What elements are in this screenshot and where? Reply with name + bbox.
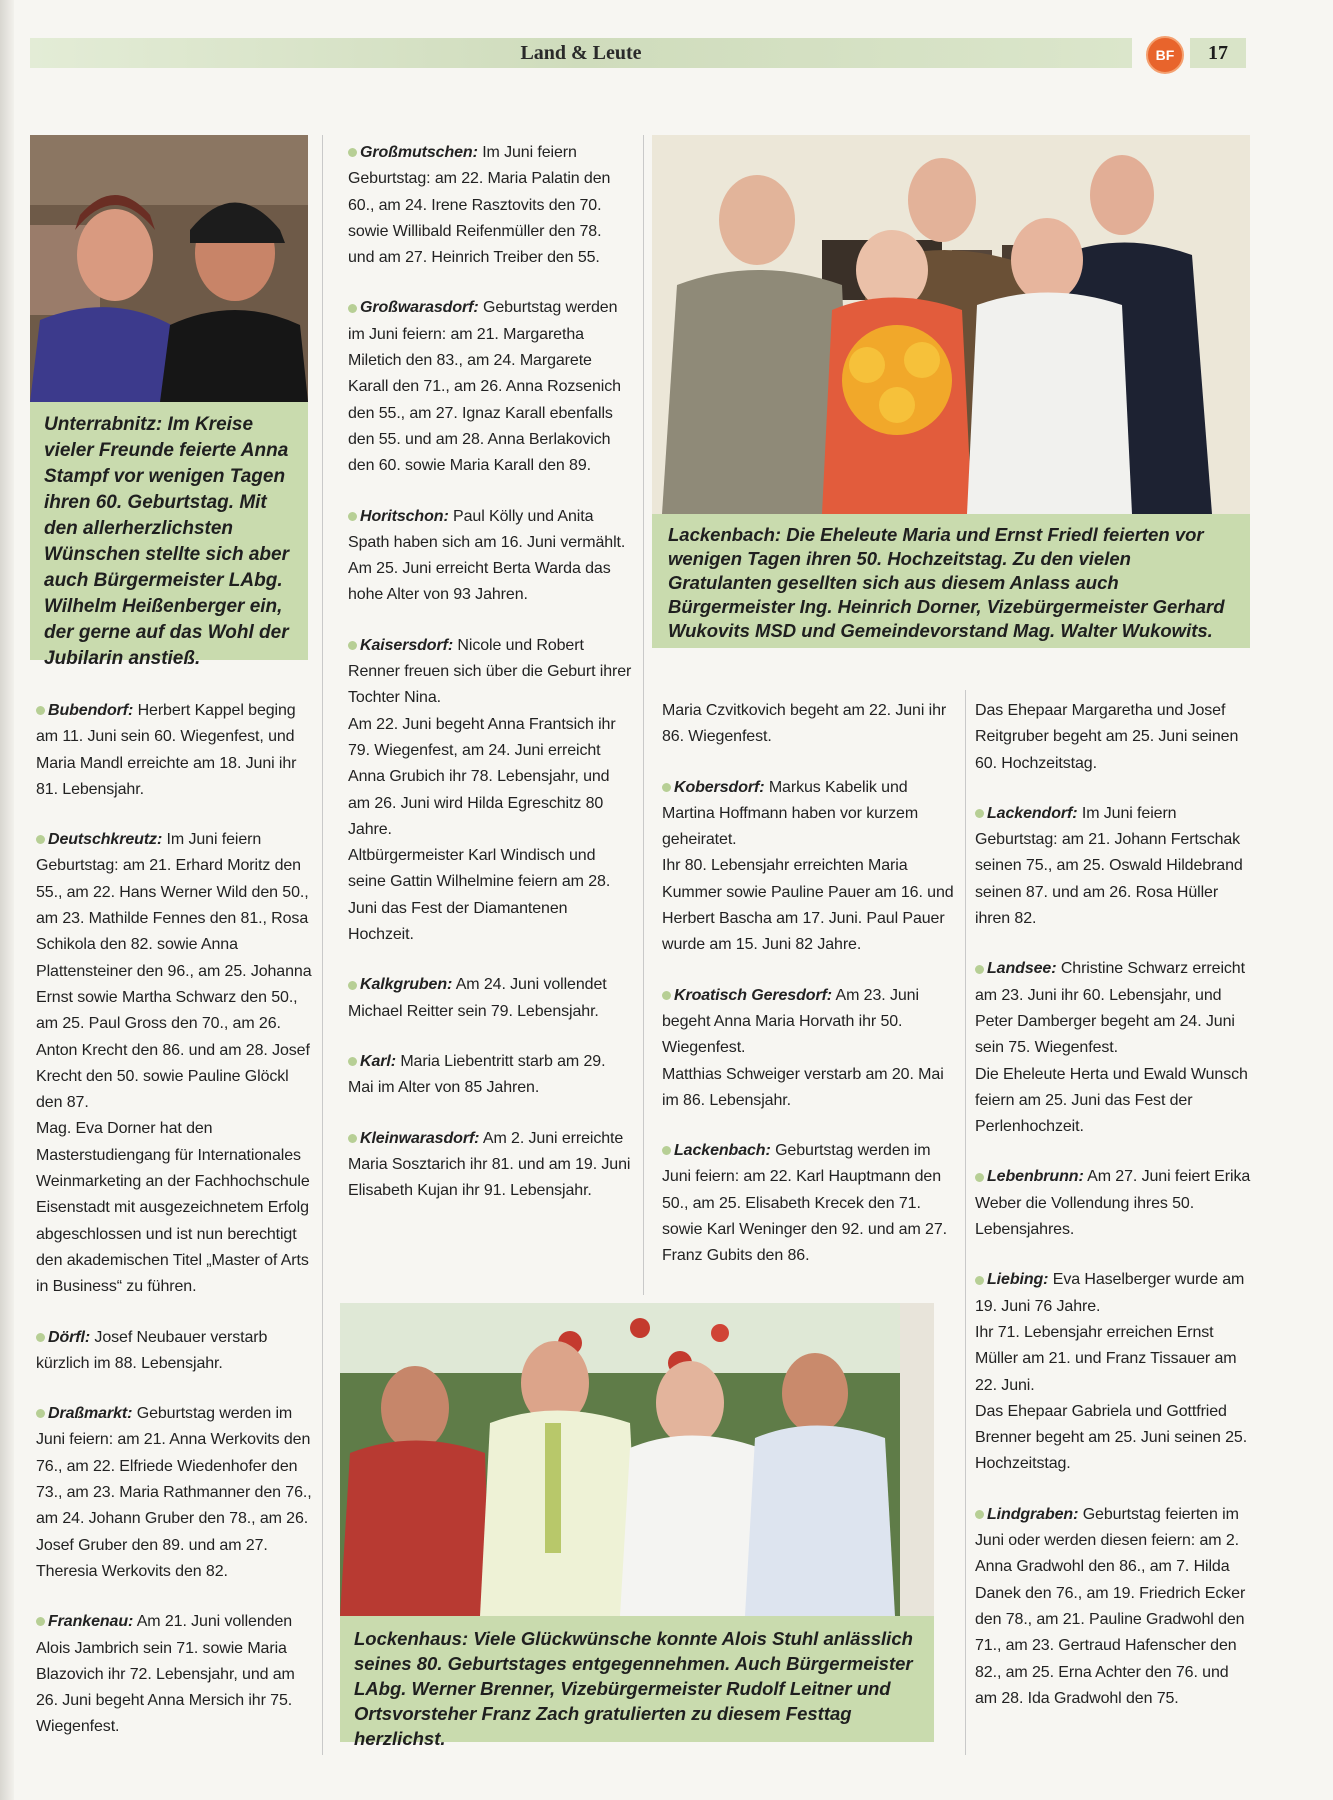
page-number-box [1190, 38, 1246, 68]
bullet-icon [975, 809, 984, 818]
news-entry [662, 983, 957, 1114]
place-name: Deutschkreutz: [48, 831, 163, 849]
place-name: Karl: [360, 1052, 396, 1070]
bullet-icon [975, 1276, 984, 1285]
news-entry [348, 1049, 632, 1102]
place-name: Lindgraben: [987, 1505, 1079, 1523]
entry-text: Maria Liebentritt starb am 29. Mai im Alter von 85 Jahren. [348, 1052, 606, 1097]
entry-text: Paul Kölly und Anita Spath haben sich am 16. Juni vermählt. [348, 507, 626, 551]
entry-text: Geburtstag werden im Juni feiern: am 21. Margaretha Miletich den 83., am 24. Margarete Karall den 71., am 26. Anna Rozsenich den 55., am 27. Ignaz Karall ebenfalls den 55. und am 28. Anna Berlakovich den 60. sowie Maria Karall den 89. [348, 299, 621, 475]
entry-text: Geburtstag werden im Juni feiern: am 21. Anna Werkovits den 76., am 22. Elfriede Wiedenhofer den 73., am 23. Maria Rathmanner den 76., am 24. Johann Gruber den 78., am 26. Josef Gruber den 89. und am 27. Theresia Werkovits den 82. [36, 1405, 312, 1580]
bullet-icon [36, 1617, 45, 1626]
entry-text: Am 27. Juni feiert Erika Weber die Vollendung ihres 50. Lebensjahres. [975, 1168, 1251, 1239]
news-entry [348, 972, 632, 1025]
place-name: Liebing: [987, 1271, 1049, 1289]
entry-text: Das Ehepaar Gabriela und Gottfried Brenner begeht am 25. Juni seinen 25. Hochzeitstag. [975, 1402, 1248, 1473]
entry-text: Das Ehepaar Margaretha und Josef Reitgruber begeht am 25. Juni seinen 60. Hochzeitstag. [975, 702, 1239, 772]
bullet-icon [662, 991, 671, 1000]
place-name: Kaisersdorf: [360, 636, 454, 654]
photo-lackenbach [652, 135, 1250, 514]
bullet-icon [662, 783, 671, 792]
entry-text: Im Juni feiern Geburtstag: am 22. Maria Palatin den 60., am 24. Irene Rasztovits den 70. sowie Willibald Reifenmüller den 78. und am 27. Heinrich Treiber den 55. [348, 144, 611, 267]
entry-text: Christine Schwarz erreicht am 23. Juni ihr 60. Lebensjahr, und Peter Damberger begeht am 24. Juni sein 75. Wiegenfest. [975, 960, 1245, 1057]
entry-text: Altbürgermeister Karl Windisch und seine Gattin Wilhelmine feiern am 28. Juni das Fest der Diamantenen Hochzeit. [348, 847, 611, 944]
news-entry [975, 1267, 1253, 1477]
page-number: 17 [1208, 42, 1228, 64]
news-entry [36, 827, 318, 1300]
entry-text: Eva Haselberger wurde am 19. Juni 76 Jahre. [975, 1271, 1245, 1315]
news-entry [348, 140, 632, 271]
news-column-2 [348, 140, 632, 1228]
bullet-icon [348, 641, 357, 650]
news-entry [348, 504, 632, 609]
entry-text: Am 2. Juni erreichte Maria Sosztarich ihr 81. und am 19. Juni Elisabeth Kujan ihr 91. Lebensjahr. [348, 1129, 631, 1200]
news-entry [36, 1325, 318, 1378]
column-divider [965, 690, 966, 1755]
bullet-icon [975, 1173, 984, 1182]
bullet-icon [348, 1134, 357, 1143]
entry-text: Im Juni feiern Geburtstag: am 21. Johann Fertschak seinen 75., am 25. Oswald Hildebrand seinen 87. und am 26. Rosa Hüller ihren 82. [975, 804, 1243, 928]
bullet-icon [662, 1146, 671, 1155]
photo-lockenhaus [340, 1303, 934, 1616]
news-entry [36, 698, 318, 803]
entry-text: Am 22. Juni begeht Anna Frantsich ihr 79. Wiegenfest, am 24. Juni erreicht Anna Grubich ihr 78. Lebensjahr, und am 26. Juni wird Hilda Egreschitz 80 Jahre. [348, 715, 616, 838]
news-entry [975, 698, 1253, 777]
bullet-icon [36, 706, 45, 715]
place-name: Bubendorf: [48, 702, 134, 719]
bullet-icon [348, 1057, 357, 1066]
place-name: Kobersdorf: [674, 778, 765, 796]
news-entry [975, 1164, 1253, 1243]
photo-unterrabnitz [30, 135, 308, 402]
news-entry [36, 1401, 318, 1585]
news-entry [662, 775, 957, 959]
place-name: Lebenbrunn: [987, 1168, 1084, 1186]
caption-lackenbach: Lackenbach: Die Eheleute Maria und Ernst Friedl feierten vor wenigen Tagen ihren 50. Hochzeitstag. Zu den vielen Gratulanten gesellten sich aus diesem Anlass auch Bürgermeister Ing. Heinrich Dorner, Vizebürgermeister Gerhard Wukovits MSD und Gemeindevorstand Mag. Walter Wukowits. [652, 514, 1250, 648]
news-entry [348, 633, 632, 949]
caption-unterrabnitz: Unterrabnitz: Im Kreise vieler Freunde feierte Anna Stampf vor wenigen Tagen ihren 60. Geburtstag. Mit den allerherzlichsten Wünschen stellte sich aber auch Bürgermeister LAbg. Wilhelm Heißenberger ein, der gerne auf das Wohl der Jubilarin anstieß. [30, 402, 308, 660]
entry-text: Am 24. Juni vollendet Michael Reitter sein 79. Lebensjahr. [348, 976, 607, 1020]
place-name: Draßmarkt: [48, 1405, 133, 1423]
place-name: Horitschon: [360, 507, 449, 525]
entry-text: Herbert Kappel beging am 11. Juni sein 60. Wiegenfest, und Maria Mandl erreichte am 18. Juni ihr 81. Lebensjahr. [36, 702, 297, 798]
entry-text: Im Juni feiern Geburtstag: am 21. Erhard Moritz den 55., am 22. Hans Werner Wild den 50., am 23. Mathilde Fennes den 81., Rosa Schikola den 82. sowie Anna Plattensteiner den 96., am 25. Johanna Ernst sowie Martha Schwarz den 50., am 25. Paul Gross den 70., am 26. Anton Krecht den 86. und am 28. Josef Krecht den 50. sowie Pauline Glöckl den 87. [36, 831, 312, 1112]
entry-text: Matthias Schweiger verstarb am 20. Mai im 86. Lebensjahr. [662, 1065, 944, 1109]
entry-text: Josef Neubauer verstarb kürzlich im 88. Lebensjahr. [36, 1328, 268, 1372]
bullet-icon [348, 148, 357, 157]
section-title: Land & Leute [520, 42, 642, 64]
news-entry [975, 1502, 1253, 1712]
bullet-icon [348, 304, 357, 313]
place-name: Frankenau: [48, 1613, 134, 1631]
column-divider [643, 135, 644, 1295]
place-name: Großwarasdorf: [360, 299, 479, 317]
news-entry [662, 698, 957, 751]
entry-text: Die Eheleute Herta und Ewald Wunsch feiern am 25. Juni das Fest der Perlenhochzeit. [975, 1065, 1248, 1136]
bullet-icon [975, 965, 984, 974]
place-name: Kroatisch Geresdorf: [674, 986, 833, 1004]
page-edge [0, 0, 14, 1800]
news-entry [36, 1609, 318, 1740]
section-header-bar [30, 38, 1132, 68]
bf-logo: BF [1146, 36, 1184, 74]
bullet-icon [36, 835, 45, 844]
entry-text: Geburtstag werden im Juni feiern: am 22. Karl Hauptmann den 50., am 25. Elisabeth Krecek den 71. sowie Karl Weninger den 92. und am 27. Franz Gubits den 86. [662, 1142, 947, 1265]
place-name: Kleinwarasdorf: [360, 1129, 480, 1147]
place-name: Landsee: [987, 960, 1057, 978]
news-entry [975, 956, 1253, 1140]
entry-text: Am 25. Juni erreicht Berta Warda das hohe Alter von 93 Jahren. [348, 560, 611, 604]
news-entry [348, 295, 632, 479]
caption-lockenhaus: Lockenhaus: Viele Glückwünsche konnte Alois Stuhl anlässlich seines 80. Geburtstages entgegennehmen. Auch Bürgermeister LAbg. Werner Brenner, Vizebürgermeister Rudolf Leitner und Ortsvorsteher Franz Zach gratulierten zu diesem Festtag herzlichst. [340, 1616, 934, 1742]
news-entry [348, 1126, 632, 1205]
news-column-4 [975, 698, 1253, 1736]
entry-text: Markus Kabelik und Martina Hoffmann haben vor kurzem geheiratet. [662, 778, 919, 849]
news-column-3 [662, 698, 957, 1294]
news-column-1 [36, 698, 318, 1765]
entry-text: Nicole und Robert Renner freuen sich über die Geburt ihrer Tochter Nina. [348, 636, 632, 707]
bullet-icon [348, 981, 357, 990]
entry-text: Mag. Eva Dorner hat den Masterstudiengang für Internationales Weinmarketing an der Fachhochschule Eisenstadt mit ausgezeichnetem Erfolg abgeschlossen und ist nun berechtigt den akademischen Titel „Master of Arts in Business“ zu führen. [36, 1120, 310, 1296]
bullet-icon [36, 1333, 45, 1342]
entry-text: Maria Czvitkovich begeht am 22. Juni ihr 86. Wiegenfest. [662, 702, 947, 746]
news-entry [975, 801, 1253, 932]
bullet-icon [36, 1409, 45, 1418]
entry-text: Ihr 80. Lebensjahr erreichten Maria Kummer sowie Pauline Pauer am 16. und Herbert Bascha am 17. Juni. Paul Pauer wurde am 15. Juni 82 Jahre. [662, 857, 954, 954]
entry-text: Ihr 71. Lebensjahr erreichen Ernst Müller am 21. und Franz Tissauer am 22. Juni. [975, 1323, 1237, 1394]
entry-text: Geburtstag feierten im Juni oder werden diesen feiern: am 2. Anna Gradwohl den 86., am 7. Hilda Danek den 76., am 19. Friedrich Ecker den 78., am 21. Pauline Gradwohl den 71., am 23. Gertraud Hafenscher den 82., am 25. Erna Achter den 76. und am 28. Ida Gradwohl den 75. [975, 1505, 1246, 1707]
place-name: Lackenbach: [674, 1142, 771, 1160]
bullet-icon [348, 512, 357, 521]
place-name: Großmutschen: [360, 144, 478, 161]
place-name: Kalkgruben: [360, 976, 453, 994]
place-name: Dörfl: [48, 1328, 91, 1346]
news-entry [662, 1138, 957, 1269]
entry-text: Am 21. Juni vollenden Alois Jambrich sein 71. sowie Maria Blazovich ihr 72. Lebensjahr, und am 26. Juni begeht Anna Mersich ihr 75. Wiegenfest. [36, 1613, 295, 1736]
bullet-icon [975, 1510, 984, 1519]
place-name: Lackendorf: [987, 804, 1078, 822]
entry-text: Am 23. Juni begeht Anna Maria Horvath ihr 50. Wiegenfest. [662, 986, 919, 1057]
column-divider [322, 135, 323, 1755]
